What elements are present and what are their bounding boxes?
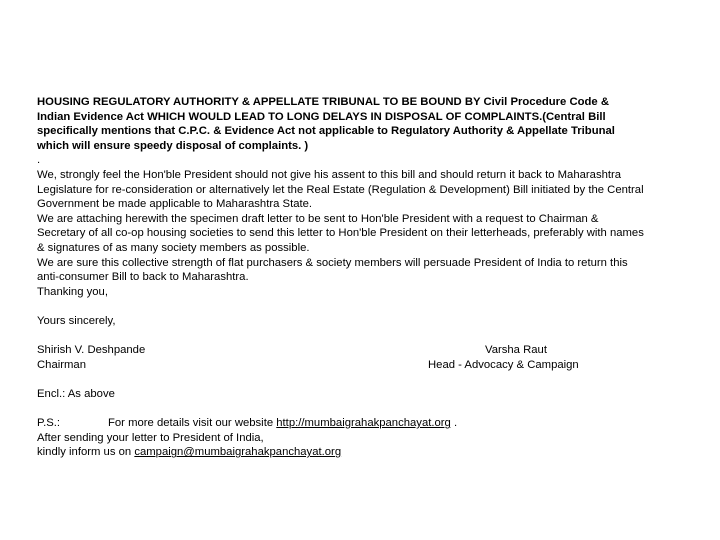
signatory-roles: [37, 358, 697, 373]
body-line: Legislature for re-consideration or alternatively let the Real Estate (Regulation & Development) Bill initiated by the Central: [37, 183, 644, 196]
body-text: [37, 168, 697, 299]
letter-heading: [37, 95, 697, 153]
body-line: Government be made applicable to Maharashtra State.: [37, 198, 313, 211]
ps-text: For more details visit our website: [108, 417, 277, 430]
heading-line: Indian Evidence Act WHICH WOULD LEAD TO LONG DELAYS IN DISPOSAL OF COMPLAINTS.(Central Bill: [37, 110, 606, 123]
body-line: Thanking you,: [37, 285, 108, 298]
enclosure: Encl.: As above: [37, 387, 115, 400]
body-line: We, strongly feel the Hon'ble President should not give his assent to this bill and should return it back to Maharashtra: [37, 168, 622, 181]
ps-text-end: .: [450, 417, 458, 430]
ps-label: P.S.:: [37, 417, 61, 430]
ps-line: [37, 416, 697, 431]
body-line: & signatures of as many society members as possible.: [37, 241, 310, 254]
email-link[interactable]: campaign@mumbaigrahakpanchayat.org: [134, 446, 342, 459]
website-link[interactable]: http://mumbaigrahakpanchayat.org: [276, 417, 451, 430]
heading-line: HOUSING REGULATORY AUTHORITY & APPELLATE TRIBUNAL TO BE BOUND BY Civil Procedure Code &: [37, 96, 610, 108]
ps-line-3: [37, 445, 697, 460]
ps-line-3-text: kindly inform us on: [37, 446, 135, 459]
heading-line: which will ensure speedy disposal of complaints. ): [37, 139, 309, 152]
right-signatory-name: Varsha Raut: [485, 344, 547, 357]
left-signatory-role: Chairman: [37, 358, 86, 371]
right-signatory-role: Head - Advocacy & Campaign: [428, 358, 579, 371]
signatory-names: [37, 343, 697, 358]
separator-dot: .: [37, 154, 41, 167]
left-signatory-name: Shirish V. Deshpande: [37, 344, 146, 357]
letter-body: [37, 95, 697, 460]
body-line: We are attaching herewith the specimen draft letter to be sent to Hon'ble President with a request to Chairman &: [37, 212, 599, 225]
body-line: We are sure this collective strength of flat purchasers & society members will persuade President of India to return this: [37, 256, 628, 269]
ps-line-2: After sending your letter to President of India,: [37, 431, 264, 444]
body-line: Secretary of all co-op housing societies to send this letter to Hon'ble President on their letterheads, preferably with names: [37, 227, 644, 240]
heading-line: specifically mentions that C.P.C. & Evidence Act not applicable to Regulatory Authority & Appellate Tribunal: [37, 125, 615, 138]
closing: Yours sincerely,: [37, 314, 116, 327]
body-line: anti-consumer Bill to back to Maharashtra.: [37, 271, 249, 284]
